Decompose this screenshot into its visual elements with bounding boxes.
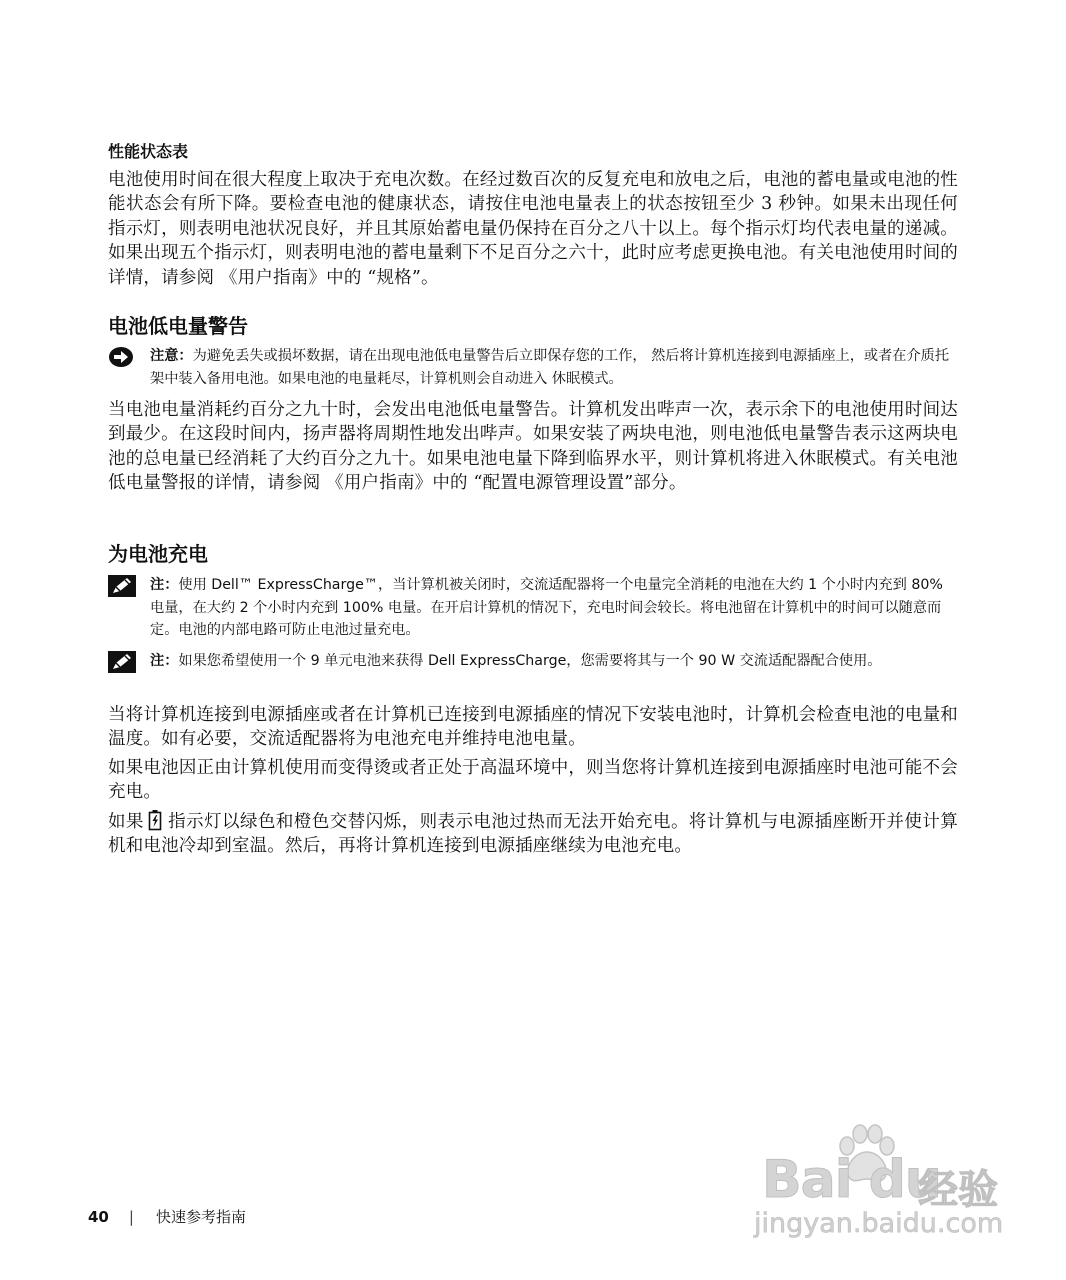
watermark-url: jingyan.baidu.com — [754, 1208, 1004, 1239]
performance-paragraph: 电池使用时间在很大程度上取决于充电次数。在经过数百次的反复充电和放电之后，电池的蓄电量或电池的性能状态会有所下降。要检查电池的健康状态，请按住电池电量表上的状态按钮至少 3 秒钟。如果未出现任何指示灯，则表明电池状况良好，并且其原始蓄电量仍保持在百分之八十以上。每个指示灯均代表电量的递减。如果出现五个指示灯，则表明电池的蓄电量剩下不足百分之六十，此时应考虑更换电池。有关电池使用时间的详情，请参阅 《用户指南》中的 “规格”。 — [108, 170, 958, 288]
section-title-performance: 性能状态表 — [108, 142, 189, 161]
charging-paragraph-1: 当将计算机连接到电源插座或者在计算机已连接到电源插座的情况下安装电池时，计算机会检查电池的电量和温度。如有必要，交流适配器将为电池充电并维持电池电量。 — [108, 705, 958, 750]
low-battery-paragraph: 当电池电量消耗约百分之九十时，会发出电池低电量警告。计算机发出哔声一次，表示余下的电池使用时间达到最少。在这段时间内，扬声器将周期性地发出哔声。如果安装了两块电池，则电池低电量警告表示这两块电池的总电量已经消耗了大约百分之九十。如果电池电量下降到临界水平，则计算机将进入休眠模式。有关电池低电量警报的详情，请参阅 《用户指南》中的 “配置电源管理设置”部分。 — [108, 400, 958, 494]
notice-text — [150, 345, 958, 390]
charging-paragraph-2: 如果电池因正由计算机使用而变得烫或者正处于高温环境中，则当您将计算机连接到电源插座时电池可能不会充电。 — [108, 758, 958, 803]
note-label: 注： — [150, 577, 179, 593]
note-block-expresscharge — [108, 573, 958, 643]
para3-lead: 如果 — [108, 812, 144, 832]
guide-title: 快速参考指南 — [155, 1208, 246, 1226]
watermark-logo-cn: 经验 — [918, 1167, 998, 1213]
section-title-low-battery: 电池低电量警告 — [108, 314, 248, 338]
note-label: 注： — [150, 653, 179, 669]
note-pencil-icon — [108, 575, 136, 597]
note-body: 如果您希望使用一个 9 单元电池来获得 Dell ExpressCharge，您需要将其与一个 90 W 交流适配器配合使用。 — [178, 653, 882, 669]
note-pencil-icon — [108, 651, 136, 673]
note-body: 使用 Dell™ ExpressCharge™，当计算机被关闭时，交流适配器将一个电量完全消耗的电池在大约 1 个小时内充到 80% 电量，在大约 2 个小时内充到 100% 电量。在开启计算机的情况下，充电时间会较长。将电池留在计算机中的时间可以随意而定。电池的内部电路可防止电池过量充电。 — [150, 577, 943, 638]
page-footer — [88, 1205, 246, 1229]
page-number: 40 — [88, 1208, 109, 1226]
notice-body: 为避免丢失或损坏数据，请在出现电池低电量警告后立即保存您的工作， 然后将计算机连接到电源插座上，或者在介质托架中装入备用电池。如果电池的电量耗尽，计算机则会自动进入 休眠模式。 — [150, 348, 950, 387]
battery-charge-icon — [148, 809, 162, 831]
note-text-9-cell — [150, 650, 958, 673]
notice-label: 注意： — [150, 348, 193, 364]
note-block-9-cell — [108, 649, 958, 695]
note-text-expresscharge — [150, 574, 958, 642]
watermark-logo-text: Bai du — [762, 1150, 941, 1210]
notice-arrow-icon — [108, 346, 136, 368]
baidu-watermark — [748, 1122, 1018, 1252]
charging-paragraph-3 — [108, 809, 958, 859]
section-title-charging: 为电池充电 — [108, 542, 208, 566]
footer-separator: | — [128, 1208, 134, 1226]
notice-block — [108, 344, 958, 392]
para3-rest: 指示灯以绿色和橙色交替闪烁，则表示电池过热而无法开始充电。将计算机与电源插座断开并使计算机和电池冷却到室温。然后，再将计算机连接到电源插座继续为电池充电。 — [108, 812, 959, 857]
